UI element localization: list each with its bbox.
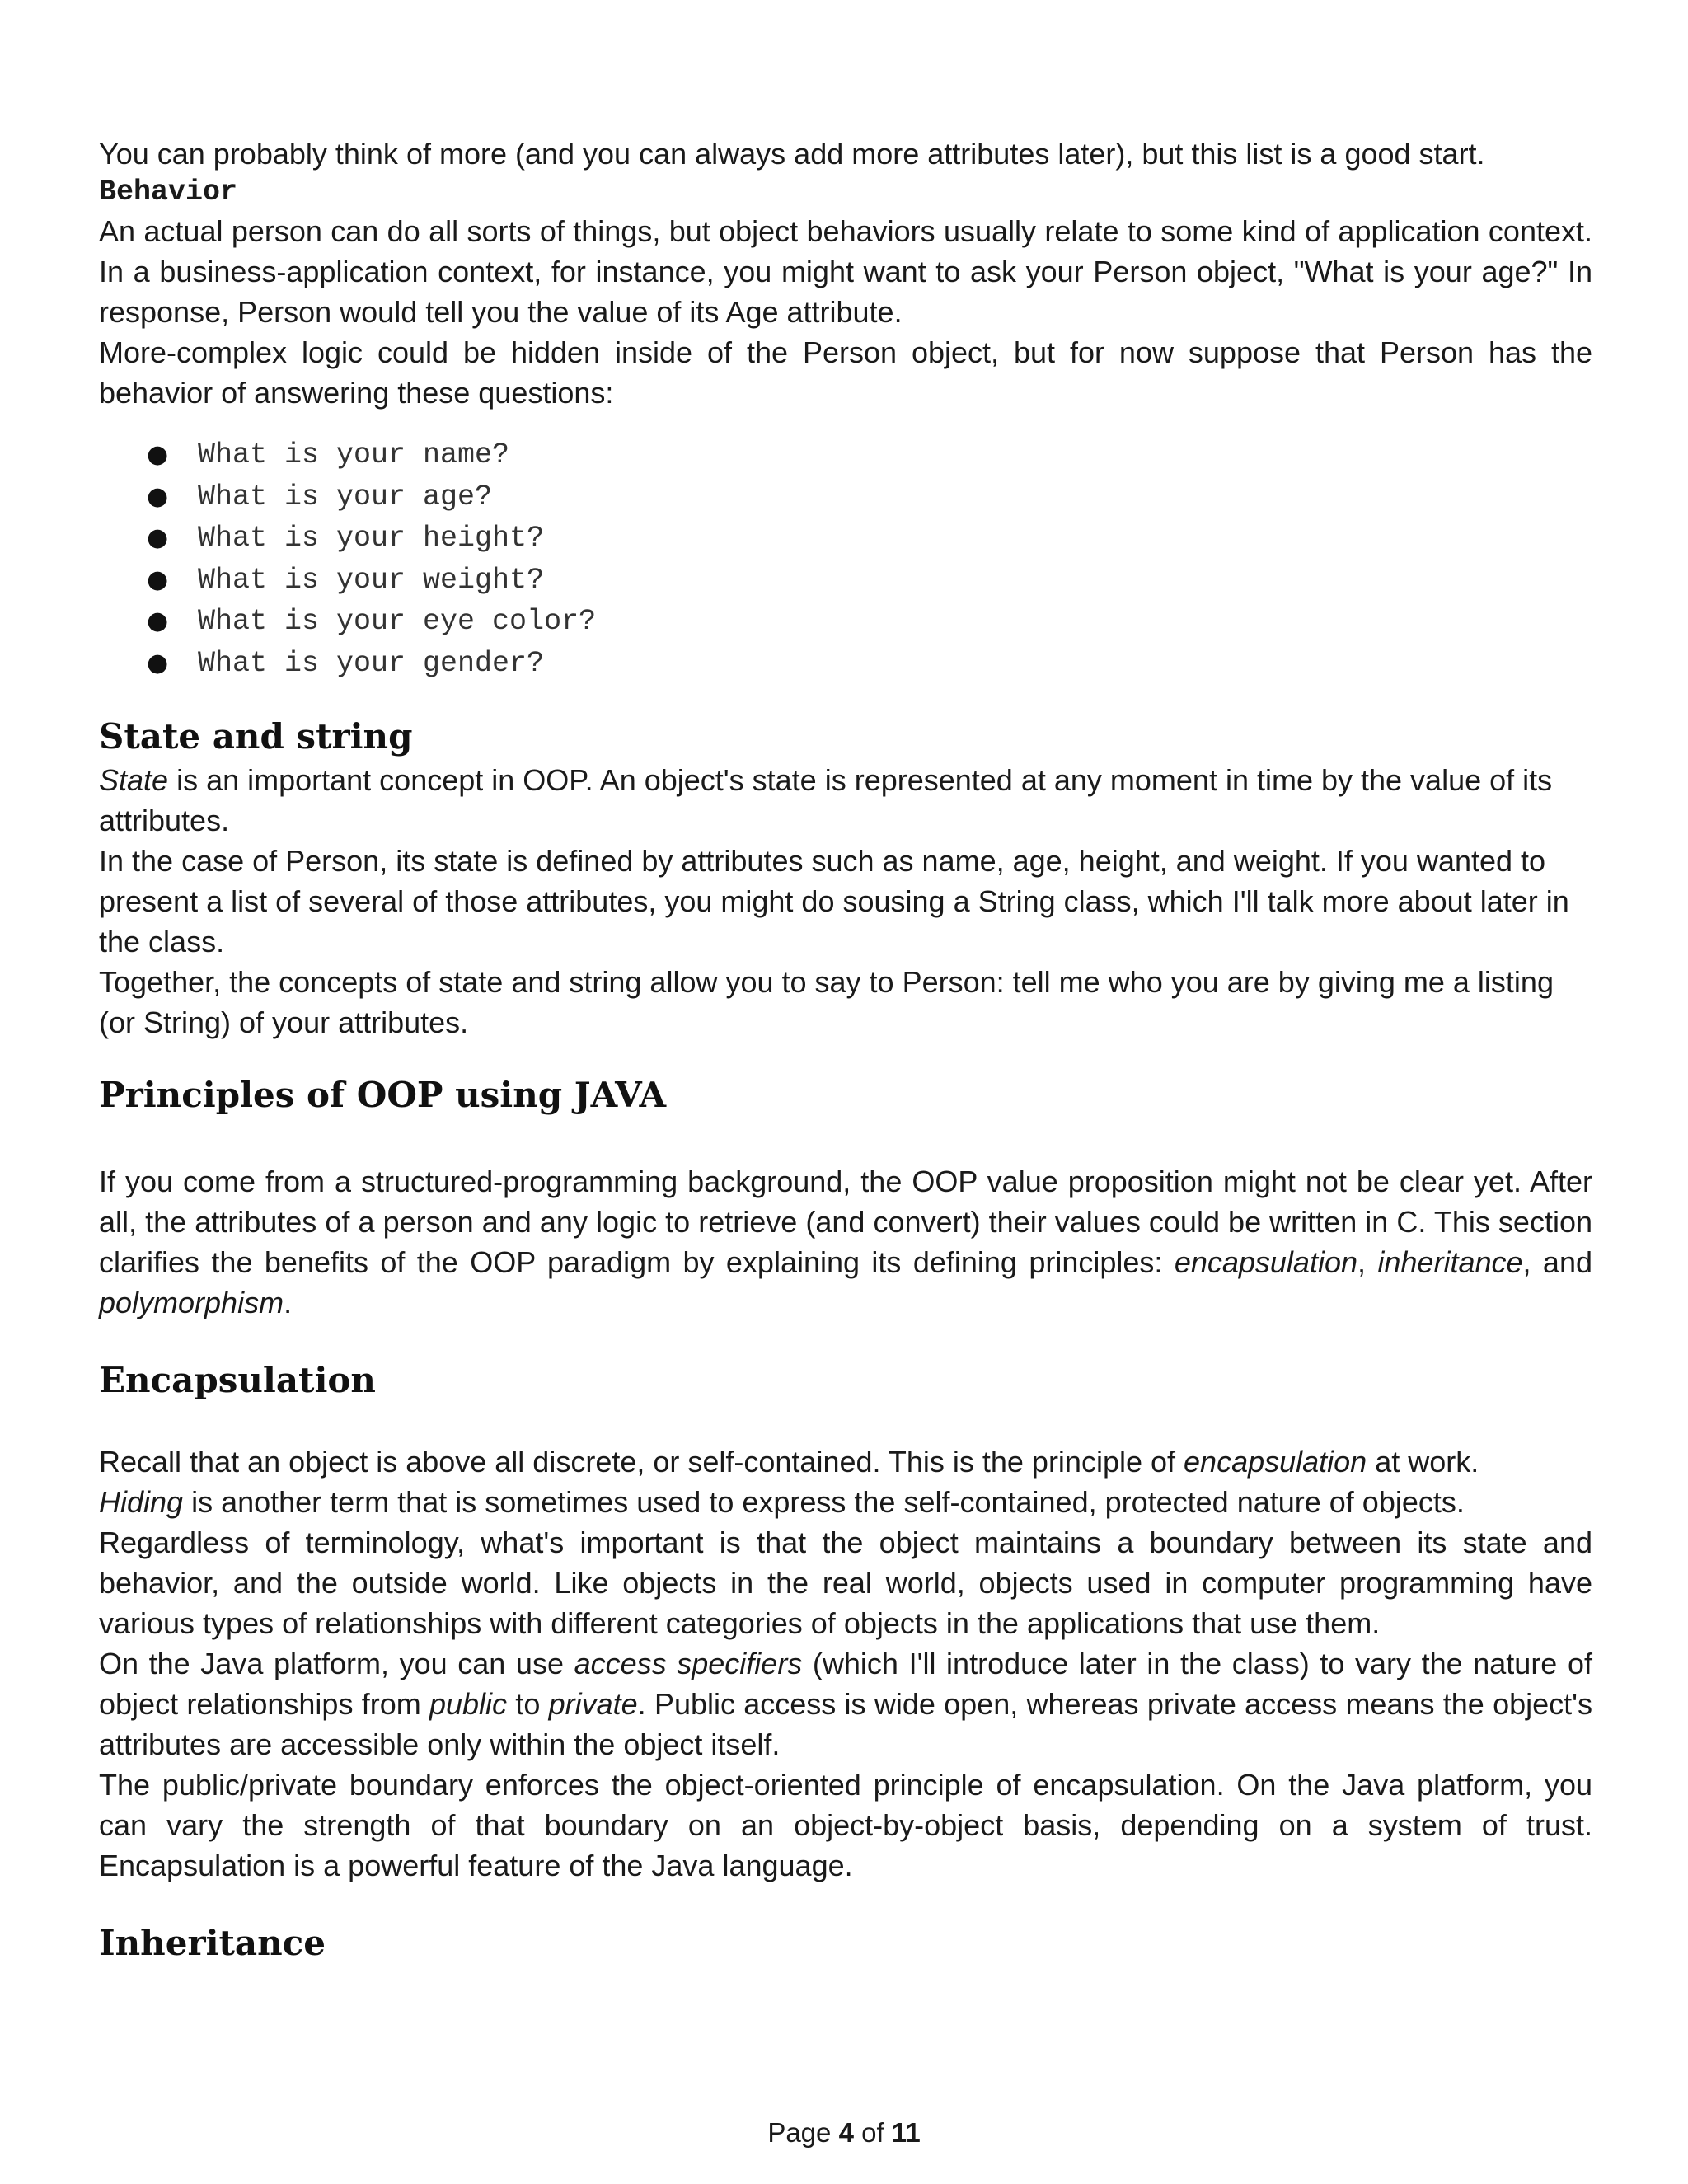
principles-paragraph: If you come from a structured-programming background, the OOP value proposition might not be clear yet. After all, the attributes of a person and any logic to retrieve (and convert) their values could be written in C. This section clarifies the benefits of the OOP paradigm by explaining its defining principles: encapsulation, inheritance, and polymorphism. [99, 1165, 1592, 1319]
bullet-icon: ● [147, 607, 169, 635]
of-label: of [861, 2117, 884, 2148]
encapsulation-paragraph-4: On the Java platform, you can use access specifiers (which I'll introduce later in the class) to vary the nature of object relationships from public to private. Public access is wide open, whereas private access means the object's attributes are accessible only within the object itself. [99, 1647, 1593, 1761]
list-item: ● What is your gender? [99, 643, 1592, 685]
total-pages-number: 11 [891, 2117, 921, 2148]
list-item: ● What is your name? [99, 434, 1592, 476]
behavior-paragraph-2: More-complex logic could be hidden inside of the Person object, but for now suppose that Person has the behavior of answering these questions: [99, 335, 1592, 410]
encapsulation-heading: Encapsulation [99, 1360, 376, 1400]
list-item: ● What is your weight? [99, 560, 1592, 602]
page-label: Page [767, 2117, 832, 2148]
inheritance-heading: Inheritance [99, 1923, 326, 1963]
encapsulation-paragraph-1: Recall that an object is above all discrete, or self-contained. This is the principle of encapsulation at work. [99, 1445, 1479, 1479]
bullet-icon: ● [147, 481, 169, 511]
encapsulation-paragraph-3: Regardless of terminology, what's important is that the object maintains a boundary between its state and behavior, and the outside world. Like objects in the real world, objects used in computer programming have various types of relationships with different categories of objects in the applications that use them. [99, 1526, 1592, 1640]
encapsulation-paragraph-5: The public/private boundary enforces the object-oriented principle of encapsulation. On the Java platform, you can vary the strength of that boundary on an object-by-object basis, depending on a system of trust. Encapsulation is a powerful feature of the Java language. [99, 1768, 1592, 1882]
bullet-icon: ● [147, 523, 169, 552]
page-footer [0, 2116, 1688, 2149]
list-item: ● What is your height? [99, 518, 1592, 560]
state-and-string-heading: State and string [99, 716, 413, 757]
list-item: ● What is your eye color? [99, 601, 1592, 643]
bullet-icon: ● [147, 565, 169, 594]
bullet-icon: ● [147, 440, 169, 469]
document-page [99, 134, 1592, 1966]
state-paragraph-1: State is an important concept in OOP. An object's state is represented at any moment in time by the value of its attributes. [99, 763, 1553, 837]
questions-list [99, 434, 1592, 684]
encapsulation-paragraph-2: Hiding is another term that is sometimes used to express the self-contained, protected nature of objects. [99, 1485, 1465, 1519]
state-paragraph-2: In the case of Person, its state is defined by attributes such as name, age, height, and weight. If you wanted to present a list of several of those attributes, you might do sousing a String class, which I'll talk more about later in the class. [99, 844, 1569, 958]
principles-heading: Principles of OOP using JAVA [99, 1075, 667, 1115]
bullet-icon: ● [147, 648, 169, 677]
current-page-number: 4 [838, 2117, 854, 2148]
attributes-note: You can probably think of more (and you can always add more attributes later), but this list is a good start. [99, 137, 1485, 171]
list-item: ● What is your age? [99, 476, 1592, 518]
state-paragraph-3: Together, the concepts of state and string allow you to say to Person: tell me who you are by giving me a listing (or String) of your attributes. [99, 965, 1554, 1039]
behavior-paragraph-1: An actual person can do all sorts of things, but object behaviors usually relate to some kind of application context. In a business-application context, for instance, you might want to ask your Person object, "What is your age?" In response, Person would tell you the value of its Age attribute. [99, 214, 1592, 329]
behavior-heading: Behavior [99, 176, 238, 209]
